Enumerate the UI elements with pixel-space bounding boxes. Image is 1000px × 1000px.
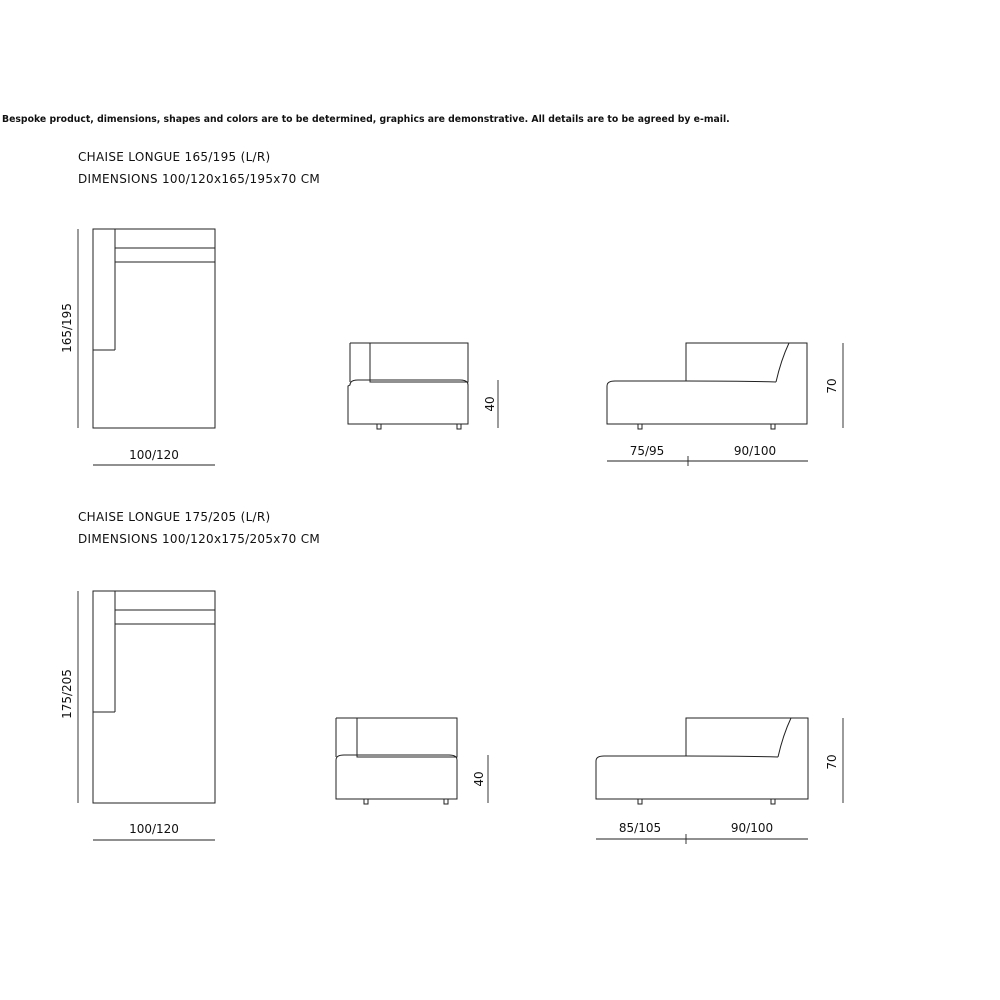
seat-outline xyxy=(607,343,807,424)
leg-right xyxy=(457,424,461,429)
section-2-front-view xyxy=(336,718,488,804)
width-label: 100/120 xyxy=(129,822,179,836)
section-1-title: CHAISE LONGUE 165/195 (L/R) xyxy=(78,150,271,164)
section-1-side-view xyxy=(607,343,843,466)
leg-left xyxy=(377,424,381,429)
top-view-outline xyxy=(93,591,215,803)
section-1-dimensions: DIMENSIONS 100/120x165/195x70 CM xyxy=(78,172,321,186)
section-2-top-view xyxy=(60,591,215,840)
top-view-outline xyxy=(93,229,215,428)
back-length-label: 90/100 xyxy=(730,821,774,835)
height-label: 70 xyxy=(825,378,839,394)
backrest-outline xyxy=(686,718,791,757)
backrest-outline xyxy=(686,343,789,382)
seat-outline xyxy=(596,718,808,799)
leg-left xyxy=(638,799,642,804)
section-2-title: CHAISE LONGUE 175/205 (L/R) xyxy=(78,510,271,524)
length-label: 175/205 xyxy=(60,669,74,719)
leg-right xyxy=(444,799,448,804)
section-2-dimensions: DIMENSIONS 100/120x175/205x70 CM xyxy=(78,532,321,546)
section-2-side-view xyxy=(596,718,843,844)
backrest-outline xyxy=(336,718,457,757)
seat-outline xyxy=(336,755,457,799)
back-length-label: 90/100 xyxy=(733,444,777,458)
backrest-outline xyxy=(350,343,468,382)
section-1-front-view xyxy=(348,343,498,429)
length-label: 165/195 xyxy=(60,303,74,353)
leg-right xyxy=(771,799,775,804)
seat-outline xyxy=(348,380,468,424)
section-1-top-view xyxy=(60,229,215,465)
height-label: 70 xyxy=(825,754,839,770)
width-label: 100/120 xyxy=(129,448,179,462)
leg-left xyxy=(638,424,642,429)
disclaimer-note: Bespoke product, dimensions, shapes and colors are to be determined, graphics are demonstrative. All details are to be agreed by e-mail. xyxy=(2,114,730,125)
seat-length-label: 75/95 xyxy=(629,444,665,458)
height-label: 40 xyxy=(472,771,486,787)
leg-left xyxy=(364,799,368,804)
leg-right xyxy=(771,424,775,429)
seat-length-label: 85/105 xyxy=(618,821,662,835)
height-label: 40 xyxy=(483,396,497,412)
